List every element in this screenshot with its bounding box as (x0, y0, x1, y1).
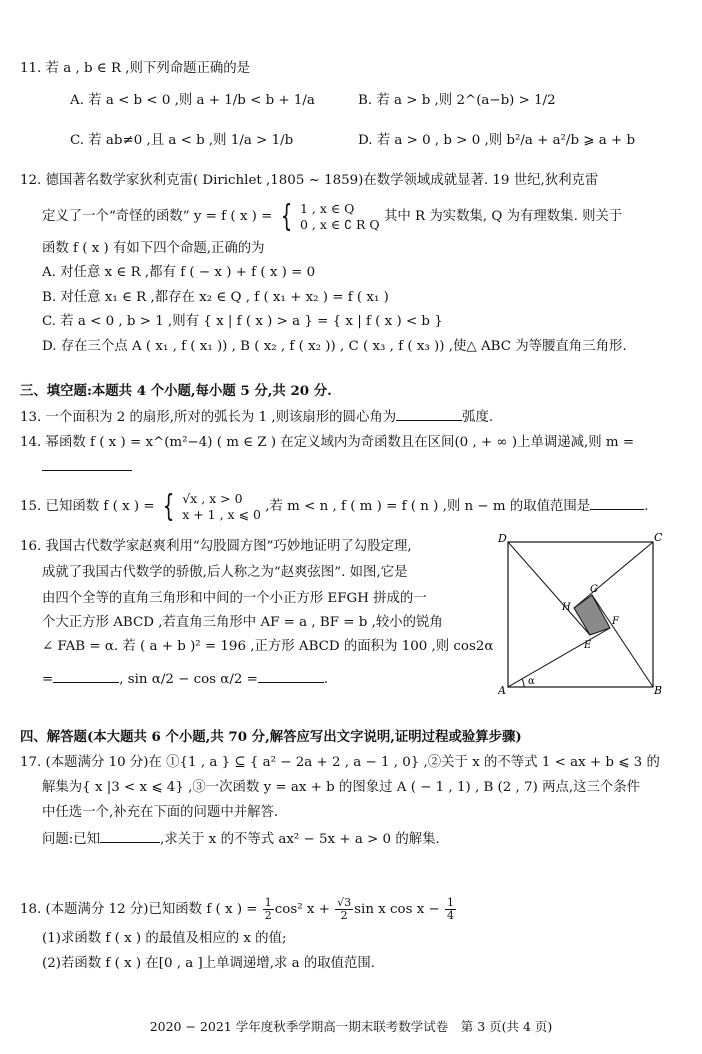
q18-line1 (20, 895, 457, 925)
q16-line2: 成就了我国古代数学的骄傲,后人称之为“赵爽弦图”. 如图,它是 (42, 565, 408, 580)
q18-frac-half: $\frac{1}{2}$ (264, 896, 272, 922)
q18-frac-sqrt3: $\frac{√3}{2}$ (337, 896, 352, 922)
q16-line1: 16. 我国古代数学家赵爽利用“勾股圆方图”巧妙地证明了勾股定理, (20, 539, 412, 554)
q18-part2: (2)若函数 f ( x ) 在[0 , a ]上单调递增,求 a 的取值范围. (42, 956, 376, 971)
q13-blank[interactable] (396, 408, 462, 421)
q15-case1: √x , x > 0 (182, 490, 243, 506)
q15-tail: ,若 m < n , f ( m ) = f ( n ) ,则 n − m 的取值范围是 (265, 499, 591, 514)
label-b: B (654, 684, 663, 696)
label-alpha: α (528, 676, 535, 687)
q12-stem-line2 (42, 200, 622, 234)
q18-part1: (1)求函数 f ( x ) 的最值及相应的 x 的值; (42, 931, 287, 946)
q12-option-c: C. 若 a < 0 , b > 1 ,则有 { x | f ( x ) > a } = { x | f ( x ) < b } (42, 314, 443, 329)
q11-option-a: A. 若 a < b < 0 ,则 a + 1/b < b + 1/a (70, 93, 315, 108)
segment-de (508, 542, 590, 635)
q13-text: 13. 一个面积为 2 的扇形,所对的弧长为 1 ,则该扇形的圆心角为 (20, 410, 397, 425)
label-e: E (584, 640, 592, 651)
q16-blank1[interactable] (53, 670, 119, 683)
q14-text: 14. 幂函数 f ( x ) = x^(m²−4) ( m ∈ Z ) 在定义域内为奇函数且在区间(0 , + ∞ )上单调递减,则 m = (20, 435, 635, 450)
q17-blank[interactable] (100, 830, 160, 843)
label-c: C (654, 532, 663, 544)
q15-blank[interactable] (590, 497, 644, 510)
angle-alpha-arc (522, 679, 524, 687)
q12-cases (300, 201, 380, 233)
q11-option-b: B. 若 a > b ,则 2^(a−b) > 1/2 (358, 93, 556, 108)
label-a: A (498, 684, 506, 696)
q16-mid: , sin α/2 − cos α/2 = (119, 672, 258, 687)
segment-ch (574, 542, 653, 608)
segment-bg (592, 595, 653, 687)
zhao-shuang-diagram (498, 532, 668, 696)
q14-line2 (42, 458, 132, 477)
q12-stem-tail: 其中 R 为实数集, Q 为有理数集. 则关于 (383, 209, 623, 224)
square-efgh (574, 595, 610, 635)
q17-line2: 解集为{ x |3 < x ⩽ 4} ,③一次函数 y = ax + b 的图象过 A ( − 1 , 1) , B (2 , 7) 两点,这三个条件 (42, 780, 641, 795)
q17-line1: 17. (本题满分 10 分)在 ①{1 , a } ⊆ { a² − 2a + 2 , a − 1 , 0} ,②关于 x 的不等式 1 < ax + b ⩽ 3 的 (20, 755, 660, 770)
q11-option-d: D. 若 a > 0 , b > 0 ,则 b²/a + a²/b ⩾ a + b (358, 133, 636, 148)
q11-option-c: C. 若 ab≠0 ,且 a < b ,则 1/a > 1/b (70, 133, 294, 148)
label-h: H (562, 602, 571, 613)
q16-line5: ∠ FAB = α. 若 ( a + b )² = 196 ,正方形 ABCD 的面积为 100 ,则 cos2α (42, 639, 494, 654)
q15-case2: x + 1 , x ⩽ 0 (182, 506, 261, 522)
q13 (20, 408, 493, 427)
q16-line3: 由四个全等的直角三角形和中间的一个小正方形 EFGH 拼成的一 (42, 591, 427, 606)
q18-frac-quarter: $\frac{1}{4}$ (447, 896, 454, 922)
q13-unit: 弧度. (462, 410, 494, 425)
q15-end: . (644, 499, 649, 514)
q16-line4: 个大正方形 ABCD ,若直角三角形中 AF = a , BF = b ,较小的锐角 (42, 615, 443, 630)
q12-stem-func: 定义了一个“奇怪的函数” y = f ( x ) = (42, 209, 273, 224)
q12-option-b: B. 对任意 x₁ ∈ R ,都存在 x₂ ∈ Q , f ( x₁ + x₂ ) = f ( x₁ ) (42, 290, 389, 305)
q18-sin-term: sin x cos x − (354, 902, 440, 917)
label-d: D (498, 532, 507, 545)
q15-brace: { (162, 488, 175, 524)
section4-heading: 四、解答题(本大题共 6 个小题,共 70 分,解答应写出文字说明,证明过程或验算步骤) (20, 729, 522, 745)
q12-option-a: A. 对任意 x ∈ R ,都有 f ( − x ) + f ( x ) = 0 (42, 265, 316, 280)
q15-cases (182, 491, 261, 523)
page-footer: 2020 − 2021 学年度秋季学期高一期末联考数学试卷 第 3 页(共 4 页) (149, 1019, 553, 1034)
q17-line3: 中任选一个,补充在下面的问题中并解答. (42, 805, 279, 820)
q12-stem-line1: 12. 德国著名数学家狄利克雷( Dirichlet ,1805 ~ 1859)在数学领域成就显著. 19 世纪,狄利克雷 (20, 173, 599, 188)
q17-line4 (42, 830, 440, 849)
segment-af (508, 628, 610, 687)
q16-end: . (323, 672, 329, 687)
q12-brace: { (280, 198, 292, 234)
q11-stem: 11. 若 a , b ∈ R ,则下列命题正确的是 (20, 61, 251, 76)
label-f: F (612, 616, 619, 627)
q16-blank2[interactable] (258, 670, 324, 683)
q12-case1: 1 , x ∈ Q (299, 200, 355, 216)
q12-stem-line3: 函数 f ( x ) 有如下四个命题,正确的为 (42, 241, 265, 256)
q16-eq: = (42, 672, 54, 687)
q16-line6 (42, 670, 328, 689)
q12-case2: 0 , x ∈ ∁ R Q (299, 216, 380, 232)
q14-blank[interactable] (42, 458, 132, 471)
q15 (20, 490, 648, 524)
q15-func: 15. 已知函数 f ( x ) = (20, 499, 155, 514)
q17-problem-tail: ,求关于 x 的不等式 ax² − 5x + a > 0 的解集. (160, 832, 440, 847)
q18-func: 18. (本题满分 12 分)已知函数 f ( x ) = (20, 902, 258, 917)
q18-cos-term: cos² x + (274, 902, 330, 917)
label-g: G (590, 584, 598, 595)
q12-option-d: D. 存在三个点 A ( x₁ , f ( x₁ )) , B ( x₂ , f ( x₂ )) , C ( x₃ , f ( x₃ )) ,使△ ABC 为等腰直角三角形. (42, 339, 627, 354)
section3-heading: 三、填空题:本题共 4 个小题,每小题 5 分,共 20 分. (20, 383, 332, 399)
q17-problem-label: 问题:已知 (42, 832, 101, 847)
